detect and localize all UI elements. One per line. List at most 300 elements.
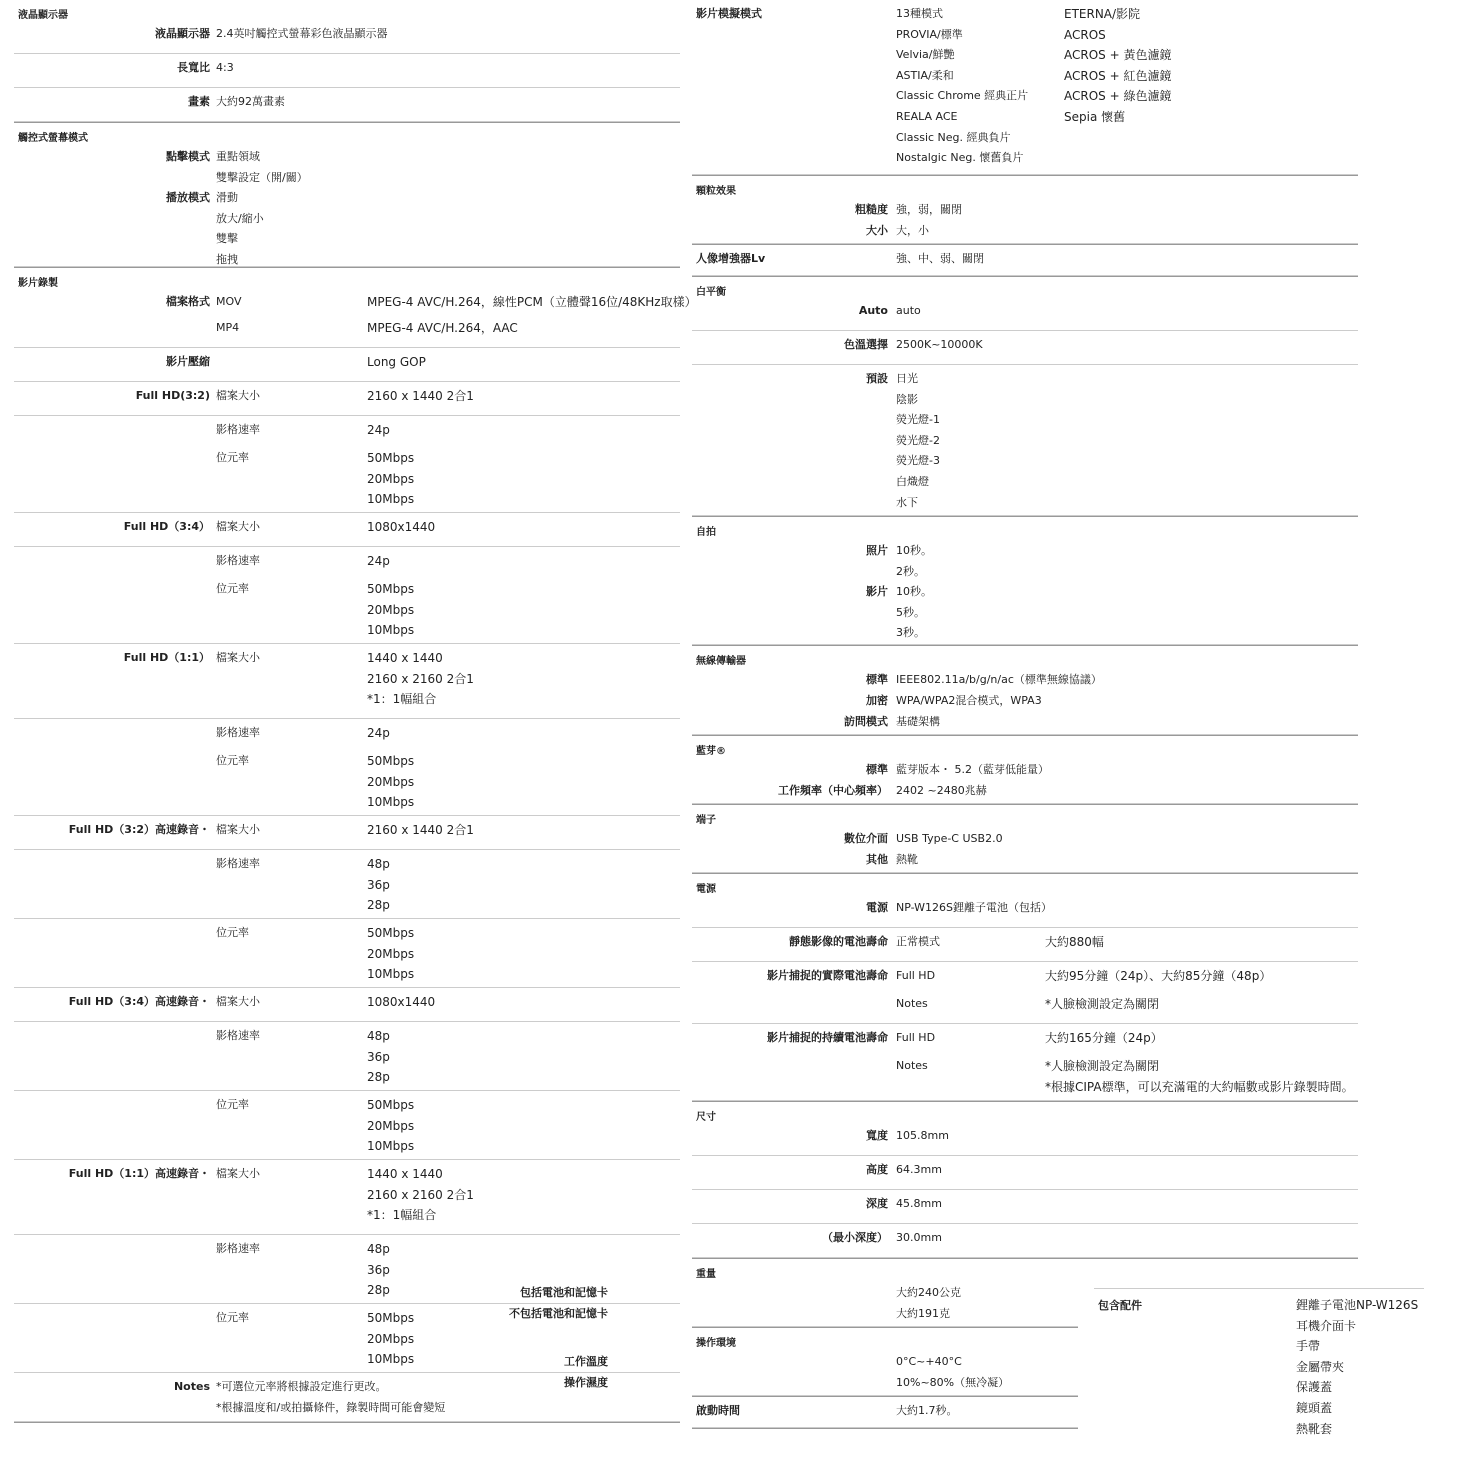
spec-section [14,268,697,1423]
accessories-list [1296,1295,1418,1439]
spec-value-line: 2.4英吋觸控式螢幕彩色液晶顯示器 [216,27,388,40]
spec-value-c1 [896,850,918,871]
spec-value-c2 [1045,966,1271,987]
spec-value-line: 位元率 [216,926,249,939]
spec-value-line: 10Mbps [367,623,415,638]
spec-row [509,1300,1078,1327]
spec-value-line: *可選位元率將根據設定進行更改。 [216,1380,387,1393]
spec-section [564,1328,1078,1397]
spec-value-c1 [896,1401,958,1422]
spec-value-c2 [367,420,390,441]
spec-value-line: 熱靴 [896,853,918,866]
spec-row [14,1160,680,1235]
spec-value-line: 熒光燈-3 [896,454,940,468]
spec-value-line: 13種模式 [896,7,943,20]
spec-section [692,176,1358,245]
spec-value-line: 藍芽版本・ 5.2（藍芽低能量） [896,763,1049,776]
spec-row [692,708,1358,735]
spec-label: 影片模擬模式 [696,7,762,20]
spec-value-line: *人臉檢測設定為關閉 [1045,1059,1160,1073]
spec-value-c2 [367,723,390,744]
spec-label: 照片 [866,544,888,557]
spec-row [692,578,1358,645]
spec-label: 預設 [866,372,888,385]
spec-value-c2 [367,854,390,916]
spec-value-line: 45.8mm [896,1197,942,1210]
spec-value-line: Sepia 懷舊 [1064,109,1126,124]
spec-label: 影片捕捉的實際電池壽命 [767,969,888,982]
section-title: 觸控式螢幕模式 [18,133,88,144]
spec-value-c2 [367,751,414,813]
spec-value-line: 影格速率 [216,726,260,739]
spec-value-line: Velvia/鮮艷 [896,48,955,62]
spec-value-line: 影格速率 [216,1029,260,1042]
spec-section [692,277,1358,517]
spec-label: 包括電池和記憶卡 [520,1286,608,1299]
spec-value-line: 50Mbps [367,1311,415,1325]
spec-value-line: *根據CIPA標準，可以充滿電的大約幅數或影片錄製時間。 [1045,1079,1354,1094]
spec-value-line: 28p [367,898,390,913]
spec-value-c1 [896,1160,942,1181]
spec-value-c1 [216,1026,260,1047]
spec-value-line: 1080x1440 [367,995,436,1009]
accessory-item: 鋰離子電池NP-W126S [1296,1298,1419,1312]
spec-value-line: 1080x1440 [367,520,436,534]
spec-row [692,331,1358,365]
spec-value-c2 [1045,994,1159,1015]
spec-value-line: 熒光燈-2 [896,433,940,447]
spec-value-c1 [216,1239,260,1260]
spec-row [14,575,680,644]
spec-value-line: 20Mbps [367,1118,415,1133]
spec-value-line: 24p [367,726,390,740]
spec-value-line: 大約880幅 [1045,935,1104,949]
spec-label: 影片捕捉的持續電池壽命 [767,1031,888,1044]
spec-value-c2 [367,448,414,510]
spec-value-c1 [216,517,260,538]
spec-value-line: 10Mbps [367,1139,415,1154]
spec-value-c2 [1045,932,1104,953]
spec-value-c1 [896,335,983,356]
spec-label: Full HD（1:1） [123,651,210,664]
spec-value-c2 [367,1095,414,1157]
spec-value-line: 影格速率 [216,857,260,870]
spec-value-c2 [367,992,435,1013]
spec-row [14,20,680,54]
spec-value-line: 5秒。 [896,605,925,619]
section-title: 端子 [696,815,716,826]
spec-row [692,928,1358,962]
spec-row [692,1024,1358,1052]
spec-label: 人像增強器Lv [696,252,766,265]
spec-row [692,297,1358,331]
spec-value-line: USB Type-C USB2.0 [896,832,1003,845]
spec-value-line: 20Mbps [367,471,415,486]
spec-value-line: 2160 x 1440 2合1 [367,823,474,837]
accessories-title: 包含配件 [1098,1299,1142,1312]
spec-label: 標準 [866,673,888,686]
spec-value-line: ACROS [1064,27,1106,42]
spec-label: 液晶顯示器 [155,27,210,40]
spec-row [14,382,680,416]
spec-row [14,816,680,850]
spec-value-line: 48p [367,1242,390,1256]
spec-value-line: 大約191克 [896,1307,950,1320]
spec-value-line: 2500K~10000K [896,338,983,351]
spec-value-line: 放大/縮小 [216,211,264,225]
spec-label: Full HD（3:2）高速錄音・ [68,823,210,836]
spec-label: 啟動時間 [696,1404,740,1417]
spec-value-c1 [896,898,1052,919]
spec-value-c1 [216,751,249,772]
spec-value-line: Full HD [896,969,936,982]
spec-row [14,747,680,816]
spec-value-line: 檔案大小 [216,995,260,1008]
spec-value-c1 [216,1095,249,1116]
spec-label: 工作溫度 [564,1355,608,1368]
spec-label: Full HD(3:2) [135,389,210,402]
spec-value-line: 2160 x 2160 2合1 [367,671,474,686]
spec-value-line: 50Mbps [367,582,415,596]
spec-value-line: 36p [367,1262,390,1277]
spec-value-c1 [216,551,260,572]
spec-label: 寬度 [866,1129,888,1142]
spec-value-line: 白熾燈 [896,474,929,488]
spec-value-line: 大，小 [896,224,929,237]
spec-value-c2 [367,820,474,841]
spec-value-line: 24p [367,554,390,568]
spec-section [692,1102,1358,1259]
spec-row [692,825,1358,846]
spec-row [14,88,680,122]
spec-row [692,756,1358,777]
spec-value-c1 [896,1028,935,1049]
accessory-item: 金屬帶夾 [1296,1359,1345,1374]
spec-value-line: 50Mbps [367,1098,415,1112]
spec-row [14,850,680,919]
spec-value-line: 10Mbps [367,967,415,982]
spec-value-line: 48p [367,857,390,871]
spec-label: Auto [858,304,888,317]
spec-value-c1 [216,648,260,669]
spec-value-c1 [896,1304,950,1325]
section-title: 顆粒效果 [696,186,736,197]
spec-value-line: 正常模式 [896,935,940,948]
spec-value-line: Notes [896,1059,928,1072]
spec-value-line: 水下 [896,495,918,509]
spec-value-line: 36p [367,1049,390,1064]
spec-value-c2 [1045,1028,1163,1049]
spec-label: 影片壓縮 [166,355,210,368]
spec-value-line: 影格速率 [216,1242,260,1255]
spec-value-line: ACROS + 紅色濾鏡 [1064,68,1172,83]
spec-label: 操作濕度 [564,1376,608,1389]
spec-label: Notes [173,1380,210,1393]
accessory-item: 手帶 [1296,1339,1321,1354]
spec-value-line: 強、中、弱、關閉 [896,252,984,265]
spec-row [520,1279,1078,1300]
spec-section [692,0,1358,176]
spec-row [692,0,1358,175]
section-title: 自拍 [696,527,716,538]
spec-value-c2 [367,517,435,538]
spec-value-line: 3秒。 [896,626,925,640]
section-title: 影片錄製 [18,278,58,289]
spec-section [692,874,1358,1102]
left-spec-column [14,0,697,1423]
spec-value-line: 4:3 [216,61,234,74]
spec-row [692,1052,1358,1101]
spec-value-line: WPA/WPA2混合模式，WPA3 [896,694,1042,707]
spec-value-line: 位元率 [216,451,249,464]
spec-value-line: 雙擊 [216,232,238,246]
spec-value-line: 2160 x 1440 2合1 [367,389,474,403]
accessory-item: 耳機介面卡 [1296,1318,1357,1333]
spec-value-line: 位元率 [216,1098,249,1111]
spec-value-line: 強，弱，關閉 [896,203,962,216]
spec-row [14,719,680,747]
spec-label: 長寬比 [177,61,210,74]
spec-value-c1 [896,582,932,644]
spec-value-c1 [216,992,260,1013]
spec-value-c2 [367,923,414,985]
section-title: 白平衡 [696,287,726,298]
spec-value-line: ASTIA/柔和 [896,68,954,82]
spec-row [14,416,680,444]
spec-label: 播放模式 [166,191,210,204]
spec-value-c1 [896,541,932,582]
spec-label: 訪問模式 [844,715,888,728]
spec-value-line: 10Mbps [367,1352,415,1367]
section-title: 操作環境 [696,1338,736,1349]
spec-value-line: 大約165分鐘（24p） [1045,1031,1163,1045]
spec-value-c2 [367,1239,390,1301]
spec-row [14,348,680,382]
accessories-section [1094,1288,1424,1436]
spec-label: 色溫選擇 [844,338,888,351]
spec-value-line: 重點領域 [216,150,260,163]
spec-value-line: MPEG-4 AVC/H.264，AAC [367,321,518,335]
spec-value-line: 10Mbps [367,492,415,507]
spec-value-c1 [896,249,984,270]
spec-value-line: 20Mbps [367,1331,415,1346]
spec-value-c1 [216,854,260,875]
spec-value-c1 [896,781,987,802]
spec-value-line: MP4 [216,321,240,334]
spec-value-c1 [896,932,940,953]
spec-row [14,184,680,267]
section-title: 藍芽® [696,746,726,757]
spec-row [14,513,680,547]
spec-row [692,1224,1358,1258]
spec-row [692,1190,1358,1224]
spec-value-c2 [367,352,426,373]
spec-value-c1 [216,318,239,339]
spec-value-line: 熒光燈-1 [896,413,940,427]
spec-value-line: 64.3mm [896,1163,942,1176]
spec-value-line: 基礎架構 [896,715,940,728]
spec-value-line: 滑動 [216,191,238,204]
spec-value-c1 [896,1194,942,1215]
spec-value-line: *1：1幅組合 [367,692,437,707]
spec-value-line: 檔案大小 [216,651,260,664]
spec-section [14,123,680,268]
spec-value-line: Notes [896,997,928,1010]
spec-row [692,217,1358,244]
spec-value-line: Long GOP [367,355,426,369]
spec-value-line: IEEE802.11a/b/g/n/ac（標準無線協議） [896,673,1102,686]
spec-value-c2 [367,292,697,313]
spec-value-line: 50Mbps [367,926,415,940]
spec-value-line: 28p [367,1283,390,1298]
spec-value-line: 48p [367,1029,390,1043]
spec-value-c1 [216,58,234,79]
section-title: 無線傳輸器 [696,656,746,667]
spec-value-c1 [896,4,1028,169]
spec-label: 電源 [866,901,888,914]
spec-value-line: 36p [367,877,390,892]
spec-value-c1 [896,994,928,1015]
spec-value-c1 [896,1056,928,1077]
spec-value-line: *根據溫度和/或拍攝條件，錄製時間可能會變短 [216,1400,446,1414]
spec-label: 點擊模式 [166,150,210,163]
spec-value-c1 [216,1308,249,1329]
spec-value-line: Classic Neg. 經典負片 [896,130,1011,144]
spec-value-line: MPEG-4 AVC/H.264，線性PCM（立體聲16位/48KHz取樣） [367,295,697,309]
spec-value-c2 [367,1164,474,1226]
spec-label: 粗糙度 [855,203,888,216]
spec-row [14,444,680,513]
spec-value-line: 28p [367,1070,390,1085]
spec-value-line: 0°C~+40°C [896,1355,962,1368]
spec-value-line: 檔案大小 [216,823,260,836]
spec-value-line: 20Mbps [367,602,415,617]
spec-label: Full HD（1:1）高速錄音・ [68,1167,210,1180]
spec-label: 影片 [866,585,888,598]
spec-value-line: *人臉檢測設定為關閉 [1045,997,1160,1011]
spec-row [14,988,680,1022]
spec-label: （最小深度） [822,1231,888,1244]
spec-row [14,1022,680,1091]
spec-value-line: 位元率 [216,1311,249,1324]
spec-row [14,143,680,184]
spec-row [564,1348,1078,1369]
spec-value-c1 [896,221,929,242]
spec-value-line: 2秒。 [896,564,925,578]
spec-value-line: 位元率 [216,754,249,767]
spec-value-line: ACROS + 黃色濾鏡 [1064,48,1172,63]
spec-value-c2 [367,551,390,572]
section-title: 電源 [696,884,716,895]
spec-value-line: PROVIA/標準 [896,27,963,41]
spec-value-line: MOV [216,295,242,308]
spec-value-c2 [367,648,474,710]
spec-label: 高度 [866,1163,888,1176]
spec-value-c1 [216,386,260,407]
spec-label: 加密 [866,694,888,707]
spec-value-line: 20Mbps [367,946,415,961]
spec-row [692,666,1358,687]
spec-value-c1 [896,369,940,513]
spec-value-c1 [896,301,921,322]
spec-value-line: auto [896,304,921,317]
spec-value-c1 [216,923,249,944]
spec-section [509,1259,1078,1328]
spec-row [14,547,680,575]
section-title: 液晶顯示器 [18,10,68,21]
spec-value-c1 [216,579,249,600]
spec-value-line: NP-W126S鋰離子電池（包括） [896,901,1052,914]
spec-value-line: 檔案大小 [216,1167,260,1180]
spec-value-line: 拖拽 [216,252,238,266]
spec-value-c2 [367,386,474,407]
section-title: 重量 [696,1269,716,1280]
spec-row [692,990,1358,1024]
spec-value-c1 [216,188,264,270]
spec-section [692,1397,1078,1429]
spec-value-c1 [216,723,260,744]
spec-value-line: 大約92萬畫素 [216,95,285,108]
spec-value-c1 [216,24,388,45]
spec-label: 標準 [866,763,888,776]
spec-section [692,805,1358,874]
spec-value-line: 1440 x 1440 [367,651,443,665]
spec-value-line: 影格速率 [216,554,260,567]
spec-value-line: 50Mbps [367,754,415,768]
spec-value-line: 50Mbps [367,451,415,465]
spec-value-line: ETERNA/影院 [1064,7,1141,21]
spec-row [14,1091,680,1160]
spec-section [14,0,680,123]
spec-value-line: 30.0mm [896,1231,942,1244]
spec-label: 工作頻率（中心頻率） [778,784,888,797]
spec-section [692,646,1358,736]
spec-value-line: ACROS + 綠色濾鏡 [1064,89,1172,104]
spec-row [14,919,680,988]
spec-value-line: Nostalgic Neg. 懷舊負片 [896,151,1024,165]
spec-value-line: 日光 [896,372,918,385]
spec-value-line: 24p [367,423,390,437]
spec-value-line: 檔案大小 [216,520,260,533]
spec-row [692,537,1358,578]
spec-row [14,288,697,314]
spec-value-c1 [896,1126,949,1147]
spec-row [14,54,680,88]
spec-value-line: REALA ACE [896,109,958,123]
spec-value-line: 檔案大小 [216,389,260,402]
spec-value-c1 [216,1164,260,1185]
spec-row [14,644,680,719]
spec-value-line: 陰影 [896,392,918,406]
accessory-item: 熱靴套 [1296,1421,1333,1436]
spec-value-c1 [216,820,260,841]
spec-value-line: 位元率 [216,582,249,595]
spec-value-c1 [216,292,241,313]
spec-label: 其他 [866,853,888,866]
section-title: 尺寸 [696,1112,716,1123]
accessory-item: 保護蓋 [1296,1380,1333,1395]
spec-value-c3 [1064,4,1171,128]
spec-value-line: 影格速率 [216,423,260,436]
spec-value-c1 [216,420,260,441]
spec-value-c2 [367,318,518,339]
spec-value-line: Full HD [896,1031,936,1044]
spec-value-line: 10%~80%（無冷凝） [896,1376,1010,1389]
spec-row [692,1397,1078,1428]
spec-label: 畫素 [188,95,210,108]
spec-value-line: 大約95分鐘（24p）、大約85分鐘（48p） [1045,969,1272,983]
spec-value-line: 大約240公克 [896,1286,961,1299]
